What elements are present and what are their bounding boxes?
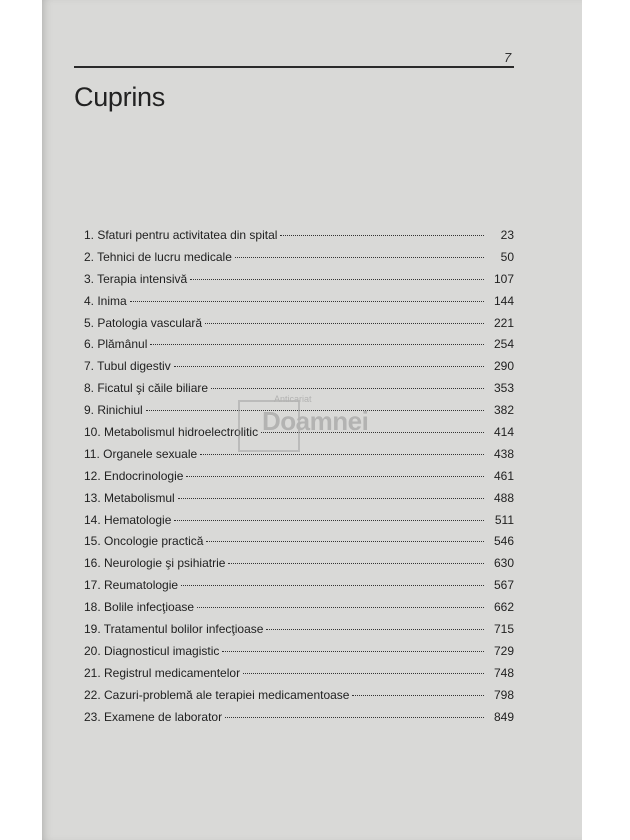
toc-entry-page: 798 [493,687,514,702]
toc-entry-title: 19. Tratamentul bolilor infecţioase [84,622,264,637]
toc-entry-title: 16. Neurologie şi psihiatrie [84,556,226,571]
page-number: 7 [504,50,512,65]
toc-entry-page: 729 [493,643,514,658]
toc-entry-title: 20. Diagnosticul imagistic [84,643,220,658]
dot-leader [261,432,484,433]
dot-leader [225,717,484,718]
toc-entry-page: 546 [493,534,514,549]
toc-entry-page: 662 [493,600,514,615]
toc-entry-page: 414 [493,425,514,440]
toc-entry-page: 511 [494,512,514,527]
dot-leader [181,585,484,586]
toc-entry-page: 50 [500,249,514,264]
toc-entry-page: 567 [493,578,514,593]
dot-leader [205,323,484,324]
dot-leader [206,541,484,542]
toc-entry-page: 748 [493,665,514,680]
watermark-main-text: Doamnei [262,406,369,436]
toc-entry-title: 7. Tubul digestiv [84,359,171,374]
toc-entry-title: 1. Sfaturi pentru activitatea din spital [84,228,278,242]
toc-entry-title: 23. Examene de laborator [84,709,223,724]
toc-entry [84,710,514,732]
toc-entry [84,381,514,403]
toc-entry [84,688,514,710]
toc-entry-title: 22. Cazuri-problemă ale terapiei medicamentoase [84,687,350,702]
toc-entry-title: 3. Terapia intensivă [84,271,188,286]
dot-leader [178,498,484,499]
toc-entry-title: 6. Plămânul [84,337,148,352]
dot-leader [190,279,484,280]
toc-entry [84,425,514,447]
toc-entry-page: 488 [493,490,514,505]
toc-entry-page: 461 [493,468,514,483]
toc-entry [84,644,514,666]
toc-entry-page: 107 [493,271,514,286]
toc-entry [84,359,514,381]
dot-leader [146,410,484,411]
page-title: Cuprins [74,82,165,112]
toc-entry [84,491,514,513]
dot-leader [174,366,484,367]
toc-entry-page: 715 [493,622,514,637]
toc-entry-title: 5. Patologia vasculară [84,315,203,330]
toc-entry-title: 15. Oncologie practică [84,534,204,549]
toc-entry-title: 21. Registrul medicamentelor [84,665,241,680]
dot-leader [266,629,484,630]
toc-entry [84,337,514,359]
toc-entry-title: 9. Rinichiul [84,403,143,418]
dot-leader [197,607,484,608]
dot-leader [222,651,484,652]
toc-entry-title: 14. Hematologie [84,512,172,527]
header-rule [74,66,514,68]
toc-entry-title: 17. Reumatologie [84,578,179,593]
toc-entry-title: 12. Endocrinologie [84,468,184,483]
toc-entry [84,447,514,469]
toc-entry [84,316,514,338]
toc-entry-title: 11. Organele sexuale [84,446,198,461]
toc-entry [84,534,514,556]
toc-entry [84,513,514,535]
dot-leader [235,257,484,258]
toc-entry-title: 18. Bolile infecţioase [84,600,195,615]
toc-entry [84,403,514,425]
dot-leader [174,520,484,521]
dot-leader [228,563,484,564]
dot-leader [150,344,484,345]
watermark-small-text: Anticariat [274,394,312,404]
dot-leader [186,476,484,477]
toc-entry-page: 630 [493,556,514,571]
toc-entry [84,578,514,600]
toc-entry-title: 2. Tehnici de lucru medicale [84,249,232,264]
toc-entry [84,294,514,316]
toc-entry-page: 221 [493,315,514,330]
toc-entry-page: 290 [493,359,514,374]
dot-leader [243,673,484,674]
toc-entry-page: 254 [493,337,514,352]
toc-entry-page: 144 [493,293,514,308]
toc-entry-page: 353 [493,381,514,396]
toc-entry-page: 382 [493,403,514,418]
toc-entry-page: 438 [493,446,514,461]
toc-entry-page: 23 [500,228,514,242]
table-of-contents [84,228,514,731]
toc-entry-page: 849 [493,709,514,724]
dot-leader [200,454,484,455]
toc-entry [84,622,514,644]
toc-entry [84,272,514,294]
dot-leader [352,695,484,696]
toc-entry [84,250,514,272]
toc-entry [84,228,514,250]
toc-entry [84,600,514,622]
toc-entry-title: 10. Metabolismul hidroelectrolitic [84,425,259,440]
dot-leader [280,235,484,236]
dot-leader [211,388,484,389]
toc-entry-title: 4. Inima [84,293,127,308]
toc-entry-title: 8. Ficatul şi căile biliare [84,381,209,396]
dot-leader [130,301,484,302]
toc-entry [84,469,514,491]
toc-entry-title: 13. Metabolismul [84,490,175,505]
toc-entry [84,666,514,688]
toc-entry [84,556,514,578]
